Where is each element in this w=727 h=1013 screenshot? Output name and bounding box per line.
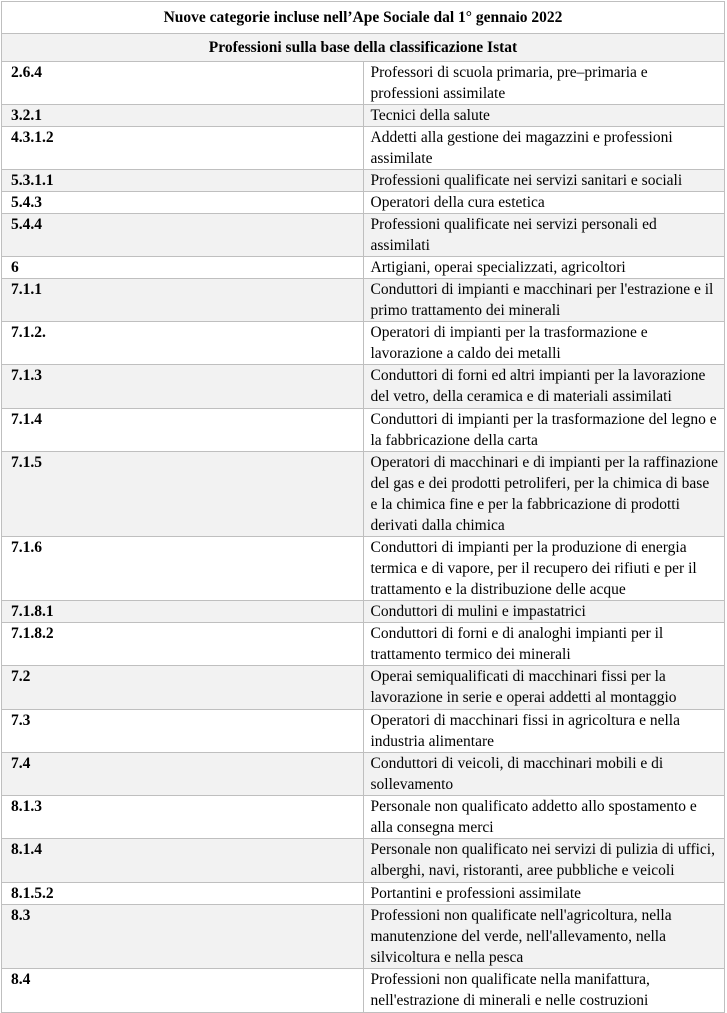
istat-code: 7.1.1: [2, 279, 364, 322]
istat-code: 7.2: [2, 666, 364, 710]
table-row: [2, 365, 725, 409]
profession-description: Addetti alla gestione dei magazzini e professioni assimilate: [363, 127, 725, 170]
profession-description: Conduttori di mulini e impastatrici: [363, 601, 725, 623]
profession-description: Professioni non qualificate nell'agricoltura, nella manutenzione del verde, nell'allevamento, nella silvicoltura e nella pesca: [363, 905, 725, 969]
table-row: [2, 537, 725, 601]
table-row: [2, 127, 725, 170]
table-row: [2, 214, 725, 257]
istat-code: 7.1.4: [2, 409, 364, 452]
profession-description: Operatori di impianti per la trasformazione e lavorazione a caldo dei metalli: [363, 322, 725, 365]
istat-code: 3.2.1: [2, 105, 364, 127]
istat-code: 4.3.1.2: [2, 127, 364, 170]
table-row: [2, 623, 725, 666]
profession-description: Personale non qualificato nei servizi di pulizia di uffici, alberghi, navi, ristoranti, aree pubbliche e veicoli: [363, 839, 725, 883]
istat-code: 2.6.4: [2, 62, 364, 105]
istat-code: 7.1.8.2: [2, 623, 364, 666]
ape-sociale-categories-table: [1, 1, 725, 1013]
table-row: [2, 105, 725, 127]
istat-code: 8.1.4: [2, 839, 364, 883]
table-row: [2, 796, 725, 839]
profession-description: Operai semiqualificati di macchinari fissi per la lavorazione in serie e operai addetti al montaggio: [363, 666, 725, 710]
istat-code: 8.1.3: [2, 796, 364, 839]
profession-description: Conduttori di veicoli, di macchinari mobili e di sollevamento: [363, 753, 725, 796]
table-row: [2, 452, 725, 537]
table-row: [2, 753, 725, 796]
table-title-row: [2, 2, 725, 34]
profession-description: Conduttori di forni ed altri impianti per la lavorazione del vetro, della ceramica e di materiali assimilati: [363, 365, 725, 409]
table-row: [2, 322, 725, 365]
profession-description: Professioni qualificate nei servizi personali ed assimilati: [363, 214, 725, 257]
table-row: [2, 905, 725, 969]
table-subtitle-row: [2, 34, 725, 62]
profession-description: Professori di scuola primaria, pre–primaria e professioni assimilate: [363, 62, 725, 105]
profession-description: Tecnici della salute: [363, 105, 725, 127]
table-row: [2, 192, 725, 214]
table-row: [2, 409, 725, 452]
istat-code: 7.4: [2, 753, 364, 796]
istat-code: 5.4.4: [2, 214, 364, 257]
istat-code: 7.1.3: [2, 365, 364, 409]
istat-code: 5.4.3: [2, 192, 364, 214]
istat-code: 7.1.2.: [2, 322, 364, 365]
istat-code: 7.3: [2, 710, 364, 753]
table-row: [2, 257, 725, 279]
table-row: [2, 62, 725, 105]
istat-code: 7.1.6: [2, 537, 364, 601]
profession-description: Conduttori di impianti e macchinari per l'estrazione e il primo trattamento dei minerali: [363, 279, 725, 322]
istat-code: 8.4: [2, 969, 364, 1013]
profession-description: Conduttori di forni e di analoghi impianti per il trattamento termico dei minerali: [363, 623, 725, 666]
istat-code: 6: [2, 257, 364, 279]
document-table-container: [1, 1, 725, 1013]
profession-description: Conduttori di impianti per la produzione di energia termica e di vapore, per il recupero dei rifiuti e per il trattamento e la distribuzione delle acque: [363, 537, 725, 601]
istat-code: 8.3: [2, 905, 364, 969]
table-title: Nuove categorie incluse nell’Ape Sociale dal 1° gennaio 2022: [2, 2, 725, 34]
table-row: [2, 710, 725, 753]
istat-code: 5.3.1.1: [2, 170, 364, 192]
profession-description: Portantini e professioni assimilate: [363, 883, 725, 905]
istat-code: 7.1.5: [2, 452, 364, 537]
profession-description: Artigiani, operai specializzati, agricoltori: [363, 257, 725, 279]
profession-description: Professioni qualificate nei servizi sanitari e sociali: [363, 170, 725, 192]
table-row: [2, 666, 725, 710]
table-row: [2, 601, 725, 623]
table-row: [2, 969, 725, 1013]
profession-description: Operatori di macchinari fissi in agricoltura e nella industria alimentare: [363, 710, 725, 753]
profession-description: Conduttori di impianti per la trasformazione del legno e la fabbricazione della carta: [363, 409, 725, 452]
table-row: [2, 839, 725, 883]
table-subtitle: Professioni sulla base della classificazione Istat: [2, 34, 725, 62]
profession-description: Operatori di macchinari e di impianti per la raffinazione del gas e dei prodotti petroliferi, per la chimica di base e la chimica fine e per la fabbricazione di prodotti derivati dalla chimica: [363, 452, 725, 537]
profession-description: Professioni non qualificate nella manifattura, nell'estrazione di minerali e nelle costruzioni: [363, 969, 725, 1013]
table-row: [2, 883, 725, 905]
table-row: [2, 170, 725, 192]
table-row: [2, 279, 725, 322]
istat-code: 8.1.5.2: [2, 883, 364, 905]
profession-description: Personale non qualificato addetto allo spostamento e alla consegna merci: [363, 796, 725, 839]
istat-code: 7.1.8.1: [2, 601, 364, 623]
profession-description: Operatori della cura estetica: [363, 192, 725, 214]
